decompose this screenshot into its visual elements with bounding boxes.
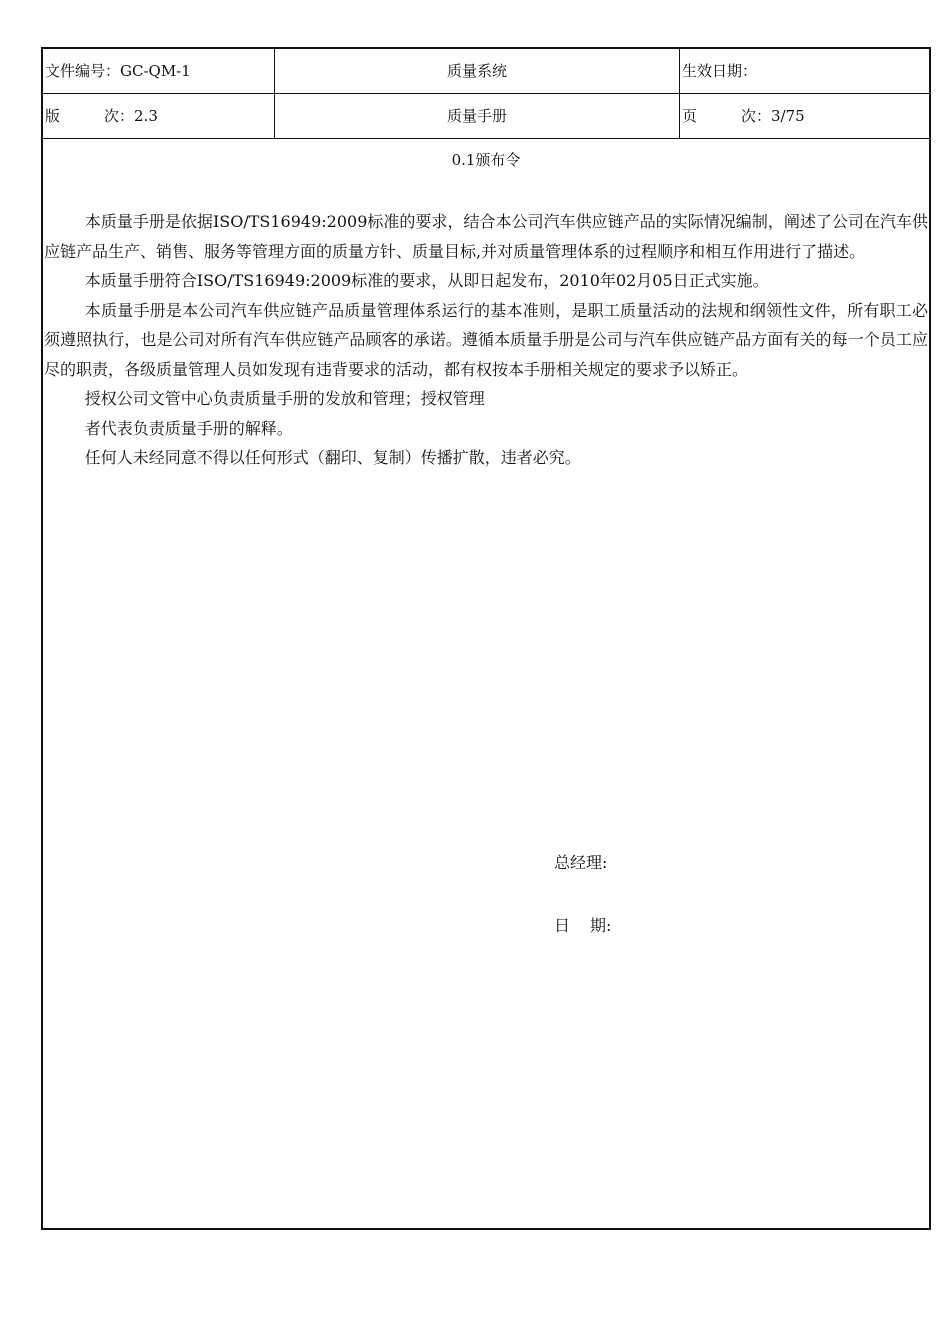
date-label-part-1: 日 bbox=[554, 916, 571, 935]
version-cell bbox=[43, 94, 275, 139]
system-cell: 质量系统 bbox=[275, 49, 680, 94]
decree-title: 0.1颁布令 bbox=[451, 151, 521, 169]
header-table bbox=[43, 49, 929, 139]
general-manager-label: 总经理: bbox=[554, 853, 608, 872]
date-label bbox=[554, 915, 611, 937]
date-label-part-2: 期: bbox=[590, 916, 612, 935]
document-frame bbox=[41, 47, 931, 1230]
page-label: 页 bbox=[682, 107, 698, 125]
decree-body bbox=[44, 207, 928, 473]
effective-date-cell: 生效日期： bbox=[680, 49, 930, 94]
page-cell bbox=[680, 94, 930, 139]
version-value: 次：2.3 bbox=[104, 107, 158, 125]
manual-cell: 质量手册 bbox=[275, 94, 680, 139]
page-value: 次：3/75 bbox=[741, 107, 805, 125]
decree-paragraph: 授权公司文管中心负责质量手册的发放和管理；授权管理 bbox=[84, 389, 485, 408]
decree-paragraph: 本质量手册是本公司汽车供应链产品质量管理体系运行的基本准则，是职工质量活动的法规和纲领性文件，所有职工必须遵照执行，也是公司对所有汽车供应链产品顾客的承诺。遵循本质量手册是公司与汽车供应链产品方面有关的每一个员工应尽的职责，各级质量管理人员如发现有违背要求的活动，都有权按本手册相关规定的要求予以矫正。 bbox=[44, 300, 928, 379]
decree-paragraph: 本质量手册是依据ISO/TS16949:2009标准的要求，结合本公司汽车供应链产品的实际情况编制，阐述了公司在汽车供应链产品生产、销售、服务等管理方面的质量方针、质量目标,并对质量管理体系的过程顺序和相互作用进行了描述。 bbox=[44, 212, 928, 261]
header-row-1 bbox=[43, 49, 929, 94]
decree-paragraph: 者代表负责质量手册的解释。 bbox=[84, 418, 293, 438]
decree-paragraph: 本质量手册符合ISO/TS16949:2009标准的要求，从即日起发布，2010年02月05日正式实施。 bbox=[84, 271, 769, 290]
header-row-2 bbox=[43, 94, 929, 139]
decree-paragraph: 任何人未经同意不得以任何形式（翻印、复制）传播扩散，违者必究。 bbox=[84, 448, 581, 467]
version-label: 版 bbox=[45, 107, 61, 125]
doc-number-cell: 文件编号：GC-QM-1 bbox=[43, 49, 275, 94]
